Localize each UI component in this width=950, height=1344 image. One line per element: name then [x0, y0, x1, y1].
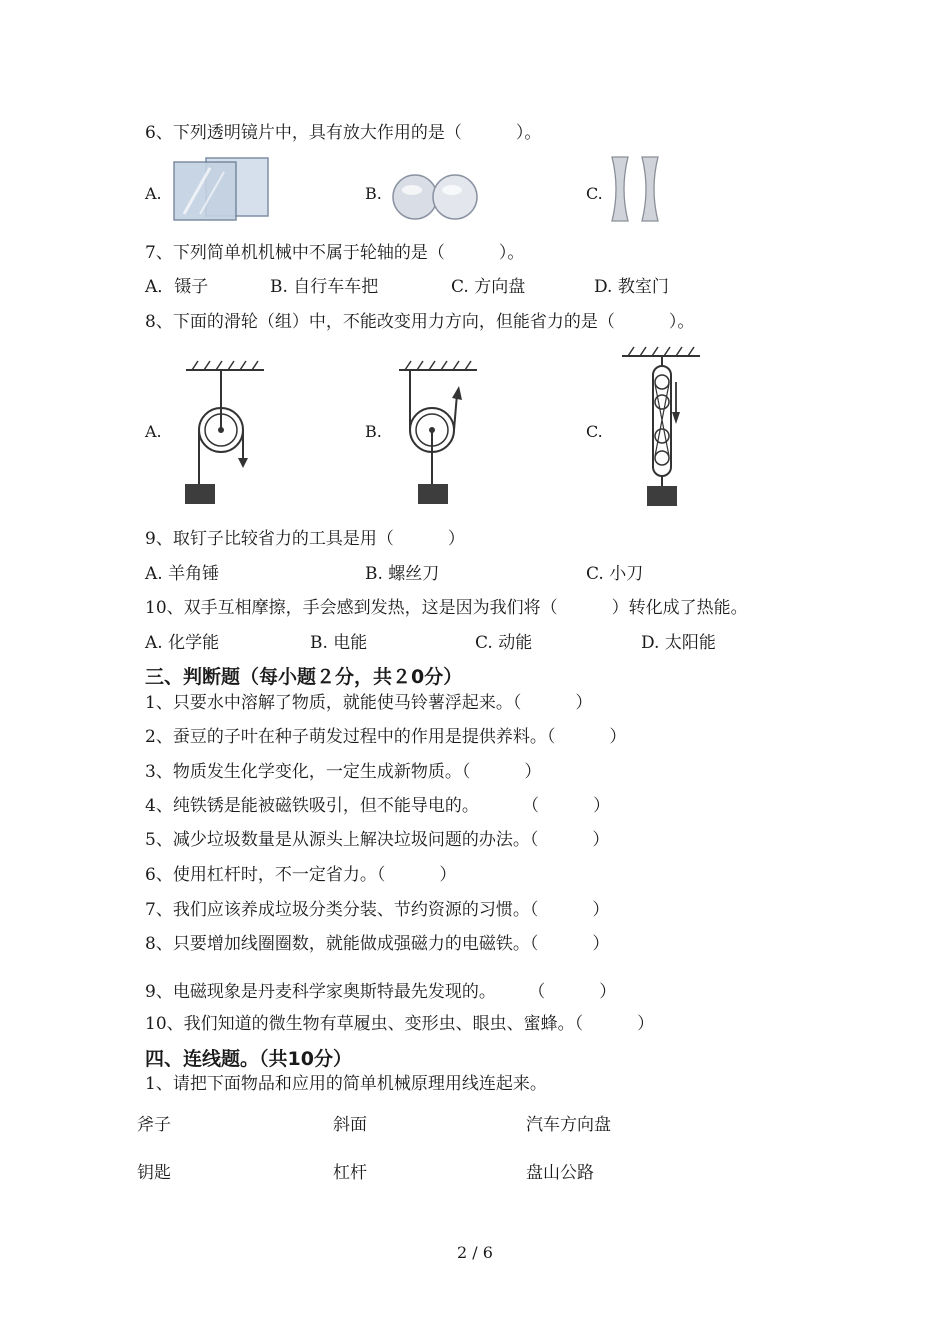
judge-item: 10、我们知道的微生物有草履虫、变形虫、眼虫、蜜蜂。（ ）: [145, 1014, 655, 1034]
q10-option-b: B. 电能: [310, 633, 368, 653]
judge-item: 2、蚕豆的子叶在种子萌发过程中的作用是提供养料。（ ）: [145, 727, 627, 747]
match-item-col3: 汽车方向盘: [526, 1115, 611, 1135]
q7-option-a: A．镊子: [145, 277, 209, 297]
judge-item: 5、减少垃圾数量是从源头上解决垃圾问题的办法。（ ）: [145, 830, 610, 850]
q7-option-b: B. 自行车车把: [270, 277, 379, 297]
pulley-b-image: [395, 358, 485, 508]
concave-lenses-image: [609, 154, 663, 224]
page-number: 2 / 6: [457, 1243, 493, 1262]
q6-stem: 6、下列透明镜片中，具有放大作用的是（ ）。: [145, 123, 542, 143]
flat-glass-plates-image: [170, 156, 274, 222]
judge-item: 1、只要水中溶解了物质，就能使马铃薯浮起来。（ ）: [145, 693, 593, 713]
pulley-a-image: [180, 358, 270, 508]
judge-item: 6、使用杠杆时，不一定省力。（ ）: [145, 865, 457, 885]
pulley-block-c-image: [618, 344, 704, 508]
match-item-col1: 钥匙: [137, 1163, 171, 1183]
section3-title: 三、判断题（每小题２分，共２0分）: [145, 666, 463, 688]
judge-item: 9、电磁现象是丹麦科学家奥斯特最先发现的。 （ ）: [145, 982, 617, 1002]
q10-option-a: A. 化学能: [145, 633, 220, 653]
q9-option-c: C. 小刀: [586, 564, 644, 584]
q7-option-d: D. 教室门: [594, 277, 669, 297]
q8-option-a: A.: [145, 422, 162, 441]
judge-item: 8、只要增加线圈圈数，就能做成强磁力的电磁铁。（ ）: [145, 934, 610, 954]
match-item-col2: 斜面: [333, 1115, 367, 1135]
q8-stem: 8、下面的滑轮（组）中，不能改变用力方向，但能省力的是（ ）。: [145, 312, 695, 332]
judge-item: 4、纯铁锈是能被磁铁吸引，但不能导电的。 （ ）: [145, 796, 611, 816]
match-item-col2: 杠杆: [333, 1163, 367, 1183]
q8-option-c: C.: [586, 422, 603, 441]
q7-stem: 7、下列简单机机械中不属于轮轴的是（ ）。: [145, 243, 525, 263]
judge-item: 3、物质发生化学变化，一定生成新物质。（ ）: [145, 762, 542, 782]
q8-option-b: B.: [365, 422, 382, 441]
convex-lenses-image: [390, 172, 490, 222]
match-item-col1: 斧子: [137, 1115, 171, 1135]
q9-stem: 9、取钉子比较省力的工具是用（ ）: [145, 529, 465, 549]
q10-option-d: D. 太阳能: [641, 633, 716, 653]
judge-item: 7、我们应该养成垃圾分类分装、节约资源的习惯。（ ）: [145, 900, 610, 920]
q10-stem: 10、双手互相摩擦，手会感到发热，这是因为我们将（ ）转化成了热能。: [145, 598, 748, 618]
q10-option-c: C. 动能: [475, 633, 533, 653]
section4-title: 四、连线题。（共10分）: [145, 1048, 352, 1070]
match-item-col3: 盘山公路: [526, 1163, 594, 1183]
q6-option-c: C.: [586, 184, 603, 203]
section4-instruction: 1、请把下面物品和应用的简单机械原理用线连起来。: [145, 1074, 547, 1094]
q6-option-b: B.: [365, 184, 382, 203]
q6-option-a: A.: [145, 184, 162, 203]
q9-option-a: A. 羊角锤: [145, 564, 220, 584]
q9-option-b: B. 螺丝刀: [365, 564, 440, 584]
q7-option-c: C. 方向盘: [451, 277, 526, 297]
